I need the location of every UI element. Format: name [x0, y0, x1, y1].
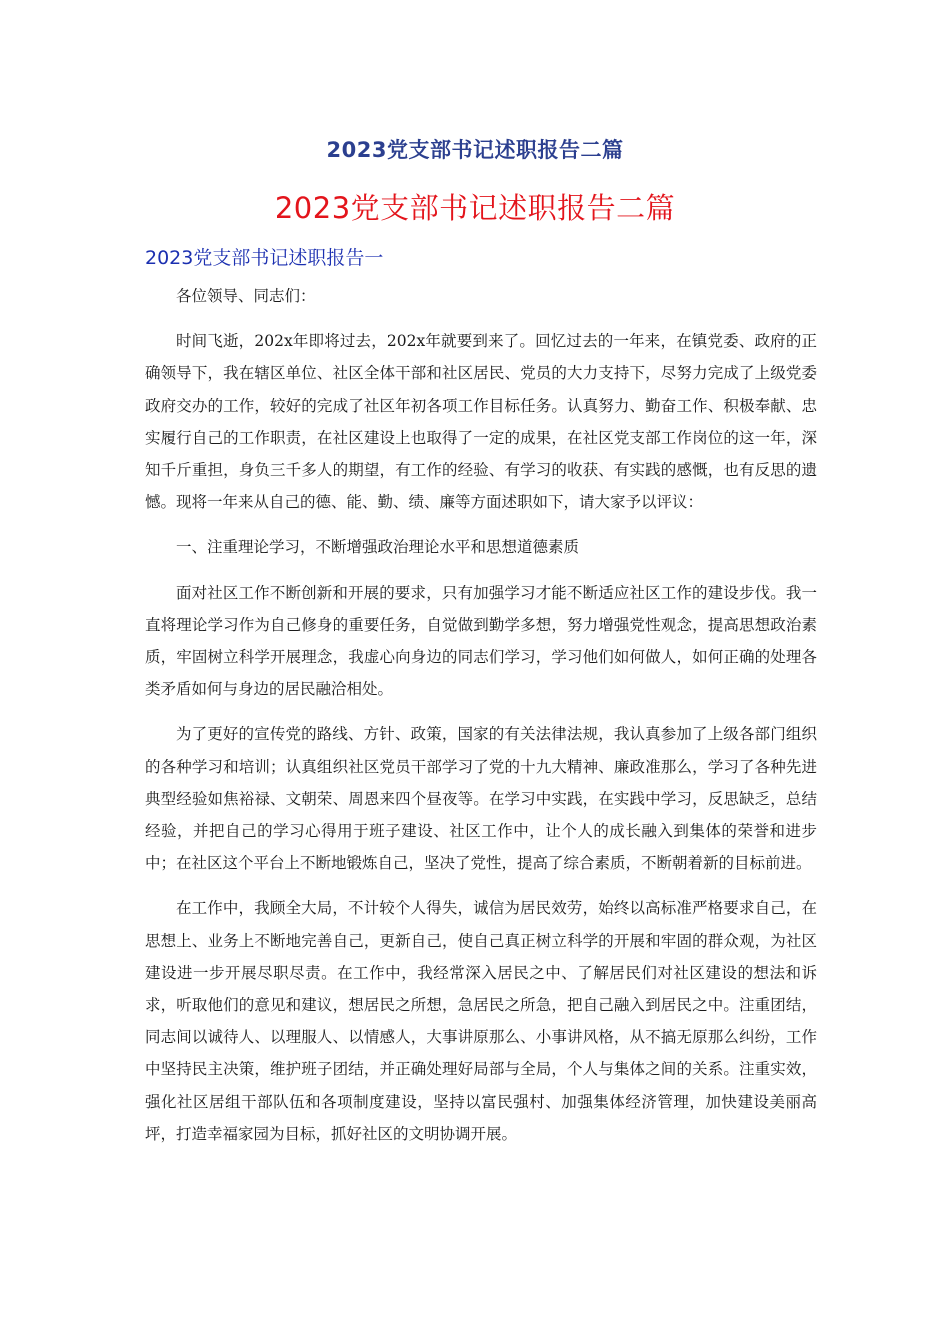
paragraph: 为了更好的宣传党的路线、方针、政策，国家的有关法律法规，我认真参加了上级各部门组织的各种学习和培训；认真组织社区党员干部学习了党的十九大精神、廉政准那么，学习了各种先进典型经验如焦裕禄、文朝荣、周恩来四个昼夜等。在学习中实践，在实践中学习，反思缺乏，总结经验，并把自己的学习心得用于班子建设、社区工作中，让个人的成长融入到集体的荣誉和进步中；在社区这个平台上不断地锻炼自己，坚决了党性，提高了综合素质，不断朝着新的目标前进。 — [145, 725, 817, 873]
paragraph: 在工作中，我顾全大局，不计较个人得失，诚信为居民效劳，始终以高标准严格要求自己，在思想上、业务上不断地完善自己，更新自己，使自己真正树立科学的开展和牢固的群众观，为社区建设进一步开展尽职尽责。在工作中，我经常深入居民之中、了解居民们对社区建设的想法和诉求，听取他们的意见和建议，想居民之所想，急居民之所急，把自己融入到居民之中。注重团结，同志间以诚待人、以理服人、以情感人，大事讲原那么、小事讲风格，从不搞无原那么纠纷，工作中坚持民主决策，维护班子团结，并正确处理好局部与全局，个人与集体之间的关系。注重实效，强化社区居组干部队伍和各项制度建设，坚持以富民强村、加强集体经济管理，加快建设美丽高坪，打造幸福家园为目标，抓好社区的文明协调开展。 — [145, 899, 817, 1143]
salutation: 各位领导、同志们： — [176, 287, 316, 305]
paragraph: 时间飞逝，202x年即将过去，202x年就要到来了。回忆过去的一年来，在镇党委、政府的正确领导下，我在辖区单位、社区全体干部和社区居民、党员的大力支持下，尽努力完成了上级党委政府交办的工作，较好的完成了社区年初各项工作目标任务。认真努力、勤奋工作、积极奉献、忠实履行自己的工作职责，在社区建设上也取得了一定的成果，在社区党支部工作岗位的这一年，深知千斤重担，身负三千多人的期望，有工作的经验、有学习的收获、有实践的感慨，也有反思的遗憾。现将一年来从自己的德、能、勤、绩、廉等方面述职如下，请大家予以评议： — [145, 332, 817, 512]
document-body — [145, 280, 817, 1150]
header-title: 2023党支部书记述职报告二篇 — [326, 138, 624, 162]
main-title: 2023党支部书记述职报告二篇 — [274, 191, 676, 225]
section-heading: 一、注重理论学习，不断增强政治理论水平和思想道德素质 — [176, 538, 580, 557]
paragraph: 面对社区工作不断创新和开展的要求，只有加强学习才能不断适应社区工作的建设步伐。我一直将理论学习作为自己修身的重要任务，自觉做到勤学多想，努力增强党性观念，提高思想政治素质，牢固树立科学开展理念，我虚心向身边的同志们学习，学习他们如何做人，如何正确的处理各类矛盾如何与身边的居民融洽相处。 — [145, 583, 817, 699]
section-title: 2023党支部书记述职报告一 — [145, 247, 384, 269]
